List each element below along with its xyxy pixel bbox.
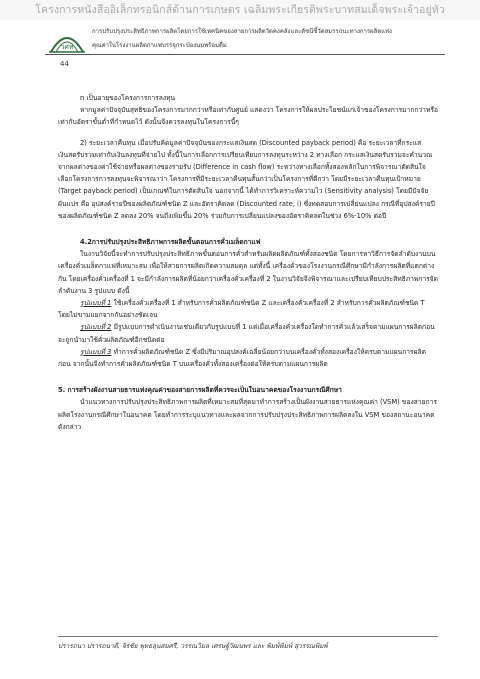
method-3-text: ทำการคั่วผลิตภัณฑ์ชนิด Z ซึ่งมีปริมาณอุปสงค์เฉลี่ยน้อยกว่าบนเครื่องคั่วทั้งสองเครื่องให้ครบตามแผนการผลิตก่อน จากนั้นจึงทำการคั่วผลิตภัณฑ์ชนิด T บนเครื่องคั่วทั้งสองเครื่องต่อให้ครบตามแผนการผลิต [58, 347, 426, 369]
section-heading-4-2: 4.2การปรับปรุงประสิทธิภาพการผลิตขั้นตอนการคั่วเมล็ดกาแฟ [80, 238, 261, 247]
method-1-item [58, 297, 438, 321]
institution-logo [47, 22, 87, 58]
journal-header-title: การปรับปรุงประสิทธิภาพการผลิตโดยการใช้เทคนิคของสายการผลิตวัดคงคลังและดัชนีชี้วัดสมรรถนะทางการผลิตแห่ง [92, 28, 392, 35]
article-body [58, 92, 438, 433]
svg-text:วศท: วศท [60, 43, 74, 51]
method-1-label: รูปแบบที่ 1 [80, 299, 112, 308]
method-2-label: รูปแบบที่ 2 [80, 323, 112, 332]
section-heading-5: 5. การสร้างผังงานสายธารแห่งคุณค่าของสายการผลิตที่ควรจะเป็นในอนาคตของโรงงานกรณีศึกษา [58, 386, 342, 395]
author-footer: ปรารถนา ปรารถนาดี, จิรชัย พุทธลุนสมศรี, วรรณวิมล เศรษฐ์วัฒนพร และ พิมพ์พิมพ์ สุวรรณพิมพ์ [58, 642, 328, 650]
method-3-label: รูปแบบที่ 3 [80, 347, 112, 356]
footer-divider [58, 636, 438, 637]
watermark-banner: โครงการหนังสืออิเล็กทรอนิกส์ด้านการเกษตร เฉลิมพระเกียรติพระบาทสมเด็จพระเจ้าอยู่หัว [0, 0, 480, 20]
future-vsm-paragraph: นำแนวทางการปรับปรุงประสิทธิภาพการผลิตที่เหมาะสมที่สุดมาทำการสร้างเป็นผังงานสายธารแห่งคุณค่า (VSM) ของสายการผลิตโรงงานกรณีศึกษาในอนาคต โดยทำการระบุแนวทางและผลจากการปรับปรุงประสิทธิภาพการผลิตลงใน VSM ของสถานะอนาคตดังกล่าว [58, 398, 437, 431]
variable-definition: n เป็นอายุของโครงการการลงทุน [80, 94, 176, 102]
method-1-text: ใช้เครื่องคั่วเครื่องที่ 1 สำหรับการคั่วผลิตภัณฑ์ชนิด Z และเครื่องคั่วเครื่องที่ 2 สำหรับการคั่วผลิตภัณฑ์ชนิด T โดยไม่ขามแยกจากกันอย่างชัดเจน [58, 299, 425, 320]
header-divider [45, 54, 445, 55]
payback-paragraph: 2) ระยะเวลาคืนทุน เมื่อปรับคิดมูลค่าปัจจุบันของกระแสเงินสด (Discounted payback period) คือ ระยะเวลาที่กระแสเงินสดรับรวมเท่ากับเงินลงทุนที่จ่ายไป ทั้งนี้ในการเลือกการเปรียบเทียบการลงทุนระหว่าง 2 ทางเลือก กระแสเงินสดรับรวมจะคำนวณจากผลต่างของค่าใช้จ่ายหรือผลต่างของรายรับ (Difference in cash flow) ระหว่างทางเลือกทั้งสองหลักในการพิจารณาตัดสินใจเลือกโครงการการลงทุนจะพิจารณาว่า โครงการที่มีระยะเวลาคืนทุนสั้นกว่าเป็นโครงการที่ดีกว่า โดยมีระยะเวลาคืนทุนเป้าหมาย (Target payback period) เป็นเกณฑ์ในการตัดสินใจ นอกจากนี้ ได้ทำการวิเคราะห์ความไว (Sensitivity analysis) โดยมีปัจจัยผันแปร คือ อุปสงค์รายปีของผลิตภัณฑ์ชนิด Z และอัตราคิดลด (Discounted rate, i) ซึ่งทดสอบการเปลี่ยนแปลง กรณีที่อุปสงค์รายปีของผลิตภัณฑ์ชนิด Z ลดลง 20% จนถึงเพิ่มขึ้น 20% ร่วมกับการเปลี่ยนแปลงของอัตราคิดลดในช่วง 6%-10% ต่อปี [58, 138, 435, 220]
method-2-item [58, 321, 438, 345]
npv-paragraph: หากมูลค่าปัจจุบันสุทธิของโครงการมากกว่าหรือเท่ากับศูนย์ แสดงว่า โครงการให้ผลประโยชน์แก่เจ้าของโครงการมากกว่าหรือเท่ากับอัตราขั้นต่ำที่กำหนดไว้ ดังนั้นจึงควรลงทุนในโครงการนี้ๆ [58, 106, 438, 127]
page-number: 44 [60, 60, 69, 68]
method-2-text: มีรูปแบบการดำเนินงานเช่นเดียวกับรูปแบบที่ 1 แต่เมื่อเครื่องคั่วเครื่องใดทำการคั่วแล้วเสร็จตามแผนการผลิตก่อนจะถูกนำมาใช้คั่วผลิตภัณฑ์อีกชนิดต่อ [58, 323, 435, 344]
method-3-item [58, 346, 438, 370]
journal-header-subtitle: คุณค่าในโรงงานผลิตกาแฟบรรจุกระป๋องนมพร้อมดื่ม [92, 42, 227, 49]
roasting-intro-paragraph: ในงานวิจัยนี้จะทำการปรับปรุงประสิทธิภาพขั้นตอนการคั่วสำหรับผลิตผลิตภัณฑ์ทั้งสองชนิด โดยการหาวิธีการจัดลำดับงานบนเครื่องคั่วเมล็ดกาแฟที่เหมาะสม เพื่อให้สายการผลิตเกิดความสมดุล แต่ทั้งนี้ เครื่องคั่วของโรงงานกรณีศึกษามีกำลังการผลิตที่แตกต่างกัน โดยเครื่องคั่วเครื่องที่ 1 จะมีกำลังการผลิตที่น้อยกว่าเครื่องคั่วเครื่องที่ 2 ในงานวิจัยจึงพิจารณาและเปรียบเทียบประสิทธิภาพการจัดลำดับงาน 3 รูปแบบ ดังนี้ [58, 250, 438, 295]
